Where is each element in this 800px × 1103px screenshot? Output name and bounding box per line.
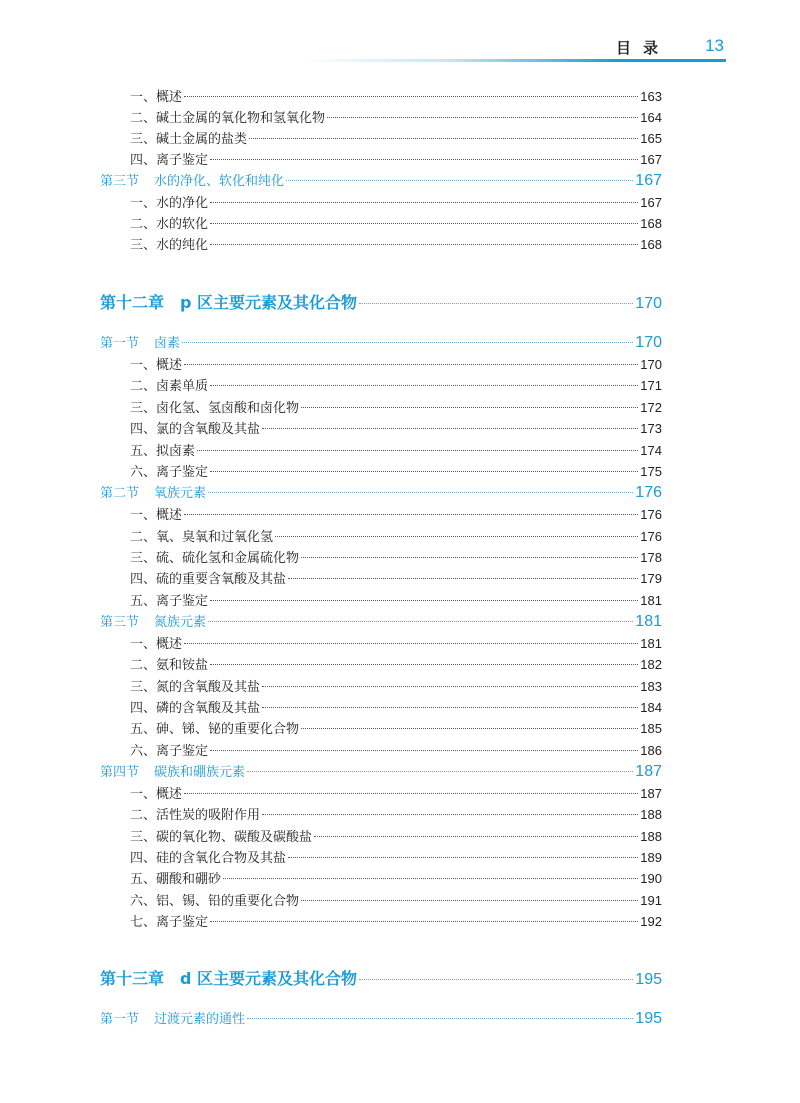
toc-entry-page: 188 xyxy=(640,807,662,822)
toc-entry[interactable] xyxy=(130,783,662,803)
toc-entry-label: 四、氯的含氧酸及其盐 xyxy=(130,422,261,437)
toc-entry[interactable] xyxy=(130,676,662,696)
toc-entry[interactable] xyxy=(130,397,662,417)
section-number: 第一节 xyxy=(100,336,140,351)
section-page: 195 xyxy=(635,1010,662,1027)
dot-leader xyxy=(184,364,638,365)
toc-entry-page: 184 xyxy=(640,700,662,715)
dot-leader xyxy=(223,878,638,879)
dot-leader xyxy=(197,450,638,451)
dot-leader xyxy=(301,407,638,408)
dot-leader xyxy=(210,664,638,665)
dot-leader xyxy=(288,578,638,579)
toc-entry-label: 五、砷、锑、铋的重要化合物 xyxy=(130,722,300,737)
toc-entry[interactable] xyxy=(130,804,662,824)
section-page: 187 xyxy=(635,763,662,780)
toc-entry-page: 178 xyxy=(640,550,662,565)
chapter-title: p 区主要元素及其化合物 xyxy=(180,293,358,312)
toc-entry-page: 174 xyxy=(640,443,662,458)
toc-entry[interactable] xyxy=(130,826,662,846)
toc-section-carbon[interactable] xyxy=(100,761,662,783)
dot-leader xyxy=(184,514,638,515)
toc-entry-label: 二、卤素单质 xyxy=(130,379,209,394)
dot-leader xyxy=(262,428,638,429)
section-page: 170 xyxy=(635,334,662,351)
toc-entry-page: 168 xyxy=(640,237,662,252)
toc-entry[interactable] xyxy=(130,149,662,169)
toc-entry[interactable] xyxy=(130,868,662,888)
dot-leader xyxy=(210,385,638,386)
chapter-number: 第十三章 xyxy=(100,969,165,988)
toc-entry-label: 一、概述 xyxy=(130,637,183,652)
toc-section-nitrogen[interactable] xyxy=(100,611,662,633)
dot-leader xyxy=(288,857,638,858)
toc-entry-label: 五、离子鉴定 xyxy=(130,594,209,609)
toc-entry-label: 六、离子鉴定 xyxy=(130,744,209,759)
dot-leader xyxy=(184,96,638,97)
toc-entry[interactable] xyxy=(130,590,662,610)
running-header-page-number: 13 xyxy=(705,36,724,55)
toc-chapter-13[interactable] xyxy=(100,966,662,992)
toc-entry-label: 五、拟卤素 xyxy=(130,444,196,459)
section-number: 第三节 xyxy=(100,615,140,630)
section-page: 167 xyxy=(635,172,662,189)
toc-entry[interactable] xyxy=(130,354,662,374)
dot-leader xyxy=(301,728,638,729)
section-number: 第二节 xyxy=(100,486,140,501)
section-label xyxy=(100,170,284,189)
dot-leader xyxy=(301,557,638,558)
toc-entry[interactable] xyxy=(130,504,662,524)
chapter-title: d 区主要元素及其化合物 xyxy=(180,969,358,988)
toc-entry[interactable] xyxy=(130,461,662,481)
dot-leader xyxy=(210,244,638,245)
toc-entry-label: 六、铝、锡、铅的重要化合物 xyxy=(130,894,300,909)
dot-leader xyxy=(314,836,638,837)
section-number: 第四节 xyxy=(100,765,140,780)
dot-leader xyxy=(301,900,638,901)
chapter-number: 第十二章 xyxy=(100,293,165,312)
toc-entry[interactable] xyxy=(130,633,662,653)
section-label xyxy=(100,611,206,630)
toc-entry-label: 四、磷的含氧酸及其盐 xyxy=(130,701,261,716)
running-header-title: 目录 xyxy=(615,39,670,57)
toc-entry[interactable] xyxy=(130,568,662,588)
section-page: 181 xyxy=(635,613,662,630)
dot-leader xyxy=(210,202,638,203)
toc-entry-label: 六、离子鉴定 xyxy=(130,465,209,480)
toc-entry-label: 三、卤化氢、氢卤酸和卤化物 xyxy=(130,401,300,416)
chapter-label xyxy=(100,290,357,313)
toc-entry-label: 二、氨和铵盐 xyxy=(130,658,209,673)
dot-leader xyxy=(210,921,638,922)
toc-entry-page: 176 xyxy=(640,529,662,544)
section-label xyxy=(100,482,206,501)
toc-entry-page: 187 xyxy=(640,786,662,801)
toc-entry-page: 173 xyxy=(640,421,662,436)
toc-entry-page: 186 xyxy=(640,743,662,758)
toc-entry-page: 190 xyxy=(640,871,662,886)
section-title: 卤素 xyxy=(154,336,181,351)
section-title: 水的净化、软化和纯化 xyxy=(154,174,285,189)
toc-entry-label: 三、碳的氧化物、碳酸及碳酸盐 xyxy=(130,830,313,845)
toc-entry-label: 四、离子鉴定 xyxy=(130,153,209,168)
toc-entry-label: 二、碱土金属的氧化物和氢氧化物 xyxy=(130,111,326,126)
toc-entry[interactable] xyxy=(130,128,662,148)
toc-entry[interactable] xyxy=(130,526,662,546)
toc-entry[interactable] xyxy=(130,911,662,931)
section-number: 第三节 xyxy=(100,174,140,189)
toc-entry[interactable] xyxy=(130,107,662,127)
dot-leader xyxy=(182,342,633,343)
toc-entry-page: 170 xyxy=(640,357,662,372)
toc-entry-label: 四、硅的含氧化合物及其盐 xyxy=(130,851,287,866)
toc-chapter-12[interactable] xyxy=(100,290,662,316)
toc-entry-page: 189 xyxy=(640,850,662,865)
section-title: 碳族和硼族元素 xyxy=(154,765,246,780)
toc-entry[interactable] xyxy=(130,418,662,438)
chapter-label xyxy=(100,966,357,989)
toc-entry[interactable] xyxy=(130,740,662,760)
toc-entry-page: 185 xyxy=(640,721,662,736)
dot-leader xyxy=(210,600,638,601)
section-label xyxy=(100,1008,245,1027)
toc-entry-label: 一、概述 xyxy=(130,787,183,802)
toc-entry-label: 一、水的净化 xyxy=(130,196,209,211)
toc-entry-page: 167 xyxy=(640,195,662,210)
toc-entry-label: 三、水的纯化 xyxy=(130,238,209,253)
toc-entry[interactable] xyxy=(130,234,662,254)
dot-leader xyxy=(184,793,638,794)
toc-section-oxygen[interactable] xyxy=(100,482,662,504)
toc-entry-label: 二、氧、臭氧和过氧化氢 xyxy=(130,530,274,545)
toc-entry-label: 三、硫、硫化氢和金属硫化物 xyxy=(130,551,300,566)
dot-leader xyxy=(262,707,638,708)
toc-entry[interactable] xyxy=(130,718,662,738)
toc-entry[interactable] xyxy=(130,547,662,567)
toc-entry-label: 五、硼酸和硼砂 xyxy=(130,872,222,887)
dot-leader xyxy=(247,1018,633,1019)
toc-entry-page: 165 xyxy=(640,131,662,146)
toc-entry[interactable] xyxy=(130,213,662,233)
dot-leader xyxy=(210,750,638,751)
toc-entry-label: 三、氮的含氧酸及其盐 xyxy=(130,680,261,695)
toc-entry-page: 171 xyxy=(640,378,662,393)
toc-entry-label: 一、概述 xyxy=(130,358,183,373)
toc-entry-page: 192 xyxy=(640,914,662,929)
toc-entry-page: 181 xyxy=(640,593,662,608)
dot-leader xyxy=(327,117,638,118)
dot-leader xyxy=(210,223,638,224)
toc-entry-page: 181 xyxy=(640,636,662,651)
toc-entry-page: 175 xyxy=(640,464,662,479)
toc-entry[interactable] xyxy=(130,375,662,395)
toc-section-water[interactable] xyxy=(100,170,662,192)
dot-leader xyxy=(359,979,633,980)
toc-entry-label: 七、离子鉴定 xyxy=(130,915,209,930)
toc-section-transition[interactable] xyxy=(100,1008,662,1030)
toc-entry-page: 191 xyxy=(640,893,662,908)
chapter-page: 195 xyxy=(635,971,662,988)
section-title: 氧族元素 xyxy=(154,486,207,501)
chapter-page: 170 xyxy=(635,295,662,312)
dot-leader xyxy=(286,180,633,181)
toc-entry-page: 183 xyxy=(640,679,662,694)
dot-leader xyxy=(208,492,633,493)
dot-leader xyxy=(184,643,638,644)
dot-leader xyxy=(208,621,633,622)
toc-entry[interactable] xyxy=(130,440,662,460)
toc-section-halogen[interactable] xyxy=(100,332,662,354)
toc-entry-label: 四、硫的重要含氧酸及其盐 xyxy=(130,572,287,587)
toc-entry-label: 一、概述 xyxy=(130,90,183,105)
section-page: 176 xyxy=(635,484,662,501)
dot-leader xyxy=(262,686,638,687)
toc-entry-label: 三、碱土金属的盐类 xyxy=(130,132,248,147)
section-title: 过渡元素的通性 xyxy=(154,1012,246,1027)
dot-leader xyxy=(275,536,638,537)
section-label xyxy=(100,332,180,351)
toc-entry-page: 182 xyxy=(640,657,662,672)
dot-leader xyxy=(210,471,638,472)
dot-leader xyxy=(210,159,638,160)
dot-leader xyxy=(262,814,638,815)
dot-leader xyxy=(359,303,633,304)
section-title: 氮族元素 xyxy=(154,615,207,630)
section-number: 第一节 xyxy=(100,1012,140,1027)
toc-entry[interactable] xyxy=(130,86,662,106)
toc-entry-page: 163 xyxy=(640,89,662,104)
toc-entry-page: 172 xyxy=(640,400,662,415)
toc-entry[interactable] xyxy=(130,847,662,867)
toc-entry-page: 188 xyxy=(640,829,662,844)
toc-entry[interactable] xyxy=(130,890,662,910)
toc-entry-page: 179 xyxy=(640,571,662,586)
dot-leader xyxy=(247,771,633,772)
section-label xyxy=(100,761,245,780)
toc-entry-page: 164 xyxy=(640,110,662,125)
toc-entry[interactable] xyxy=(130,654,662,674)
toc-entry-label: 一、概述 xyxy=(130,508,183,523)
toc-entry-label: 二、活性炭的吸附作用 xyxy=(130,808,261,823)
toc-entry-page: 176 xyxy=(640,507,662,522)
toc-entry[interactable] xyxy=(130,697,662,717)
toc-entry[interactable] xyxy=(130,192,662,212)
dot-leader xyxy=(249,138,638,139)
toc-entry-page: 167 xyxy=(640,152,662,167)
toc-entry-page: 168 xyxy=(640,216,662,231)
toc-entry-label: 二、水的软化 xyxy=(130,217,209,232)
